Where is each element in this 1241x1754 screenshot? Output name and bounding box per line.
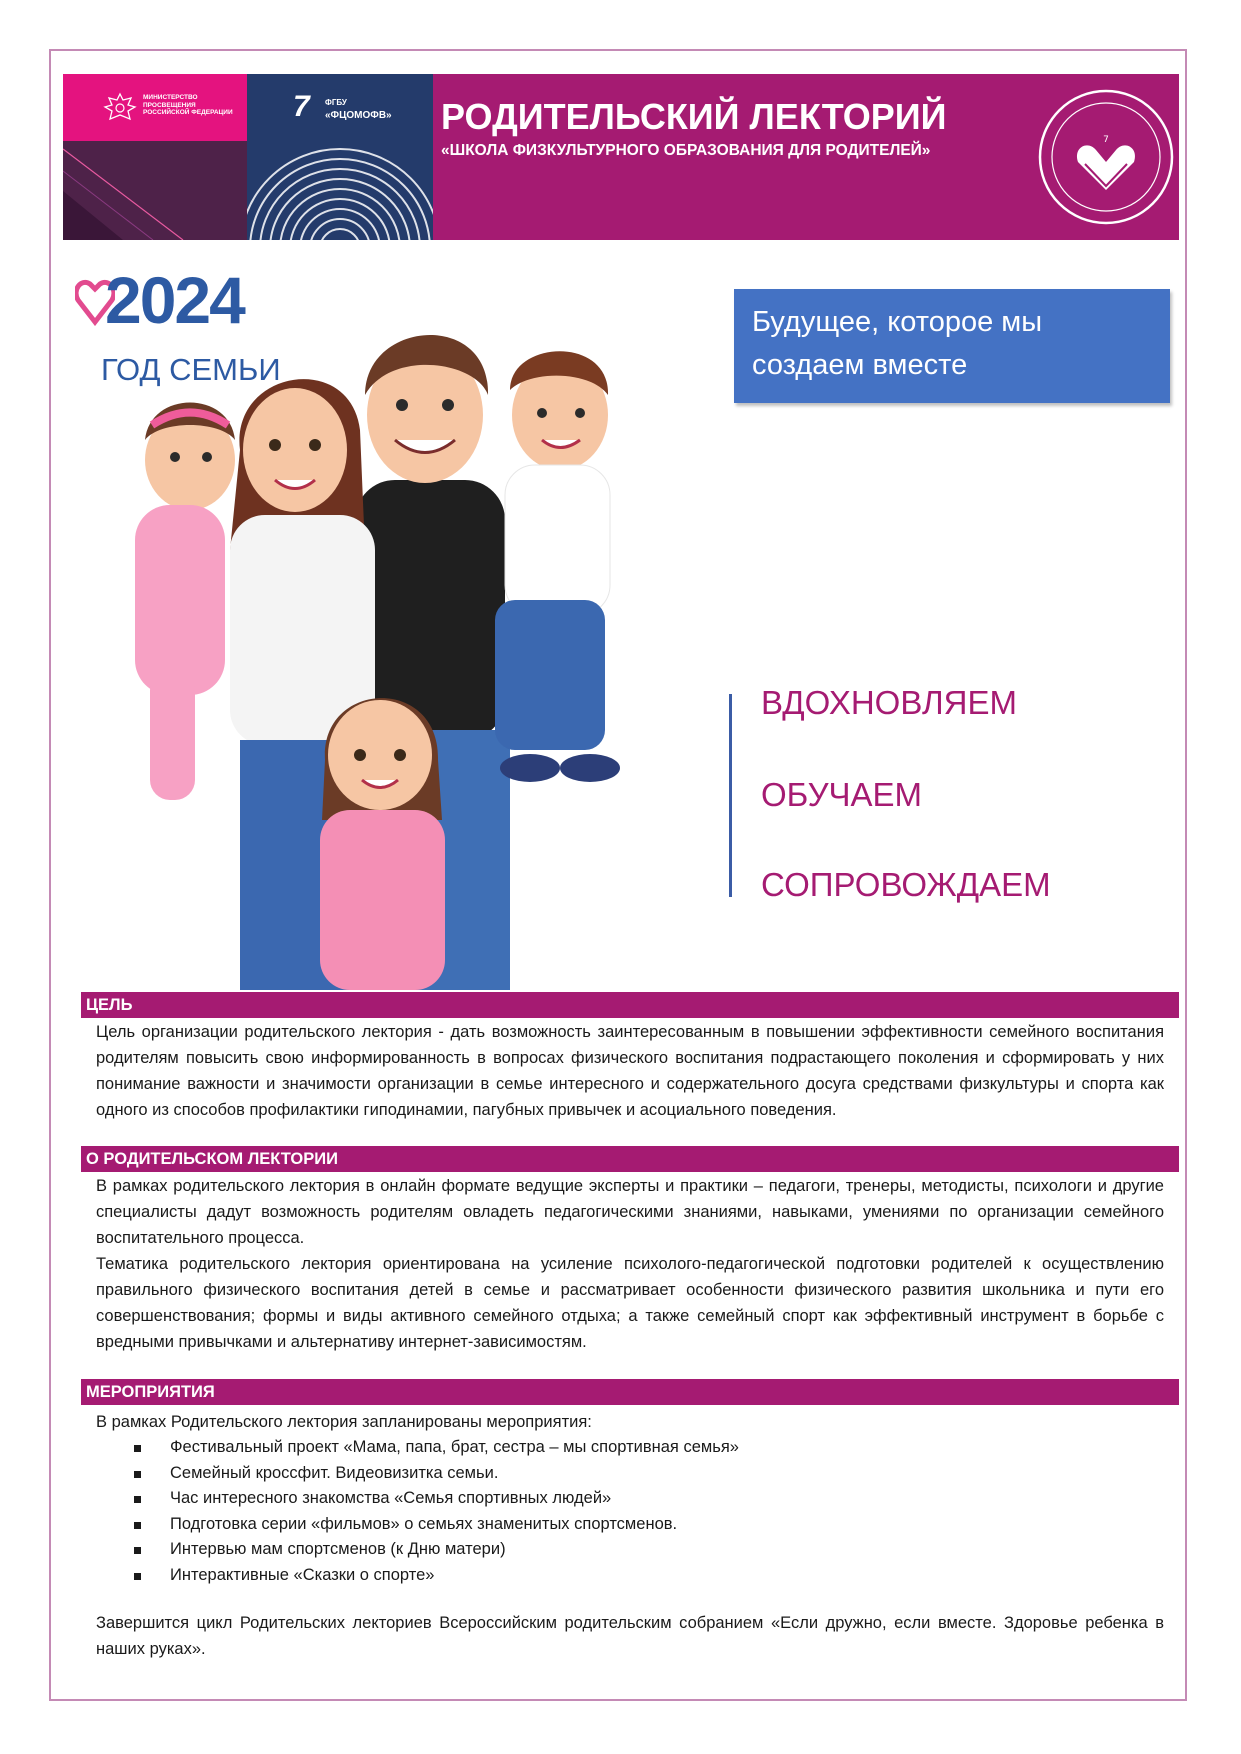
- ministry-block: [63, 74, 247, 240]
- goal-paragraph: Цель организации родительского лектория - дать возможность заинтересованным в повышении эффективности семейного воспитания родителям повысить свою информированность в вопросах физического воспитания подрастающего поколения и сформировать у них понимание важности и значимости организации в семье интересного и содержательного досуга средствами физкультуры и спорта как одного из способов профилактики гиподинамии, пагубных привычек и асоциального поведения.: [96, 1023, 1164, 1119]
- girl-figure: [320, 698, 445, 990]
- events-intro: В рамках Родительского лектория запланированы мероприятия:: [96, 1413, 592, 1431]
- closing-paragraph: Завершится цикл Родительских лекториев Всероссийским родительским собранием «Если дружно, если вместе. Здоровье ребенка в наших руках».: [96, 1614, 1164, 1658]
- lectorium-badge-icon: [1033, 82, 1179, 232]
- about-paragraph-1: В рамках родительского лектория в онлайн формате ведущие эксперты и практики – педагоги, тренеры, методисты, психологи и другие специалисты дадут возможность родителям овладеть педагогическими знаниями, навыками, умениями по организации семейного воспитательного процесса.: [96, 1177, 1164, 1247]
- list-item: [134, 1486, 739, 1512]
- value-teach: ОБУЧАЕМ: [761, 776, 923, 813]
- ministry-name: МИНИСТЕРСТВО ПРОСВЕЩЕНИЯ РОССИЙСКОЙ ФЕДЕРАЦИИ: [143, 94, 233, 116]
- bullet-square-icon: [134, 1573, 141, 1580]
- list-item: [134, 1563, 739, 1589]
- year-label: ГОД СЕМЬИ: [101, 352, 281, 387]
- slogan-box: [734, 289, 1170, 403]
- bullet-square-icon: [134, 1445, 141, 1452]
- bullet-square-icon: [134, 1471, 141, 1478]
- page-title: РОДИТЕЛЬСКИЙ ЛЕКТОРИЙ: [441, 96, 947, 137]
- section-heading-events: МЕРОПРИЯТИЯ: [81, 1379, 1179, 1405]
- event-label: Интервью мам спортсменов (к Дню матери): [170, 1540, 506, 1558]
- baby-figure: [135, 403, 235, 801]
- org-name-label: «ФЦОМОФВ»: [325, 110, 392, 121]
- svg-text:7: 7: [1103, 135, 1109, 145]
- goal-text: [96, 1019, 1164, 1123]
- about-text: [96, 1173, 1164, 1355]
- value-support: СОПРОВОЖДАЕМ: [761, 866, 1051, 903]
- list-item: [134, 1512, 739, 1538]
- header-banner: [63, 74, 1179, 240]
- slogan-text: Будущее, которое мы создаем вместе: [752, 306, 1043, 381]
- list-item: [134, 1461, 739, 1487]
- fcomofv-block: [247, 74, 433, 240]
- event-label: Фестивальный проект «Мама, папа, брат, сестра – мы спортивная семья»: [170, 1438, 739, 1456]
- event-label: Подготовка серии «фильмов» о семьях знаменитых спортсменов.: [170, 1514, 678, 1533]
- list-item: [134, 1537, 739, 1563]
- event-label: Семейный кроссфит. Видеовизитка семьи.: [170, 1463, 499, 1482]
- events-list: [134, 1435, 739, 1588]
- event-label: Час интересного знакомства «Семья спортивных людей»: [170, 1489, 612, 1507]
- section-heading-about: О РОДИТЕЛЬСКОМ ЛЕКТОРИИ: [81, 1146, 1179, 1172]
- value-inspire: ВДОХНОВЛЯЕМ: [761, 684, 1017, 721]
- family-illustration: [90, 300, 800, 990]
- bullet-square-icon: [134, 1496, 141, 1503]
- year-number: 2024: [105, 263, 244, 337]
- page-subtitle: «ШКОЛА ФИЗКУЛЬТУРНОГО ОБРАЗОВАНИЯ ДЛЯ РОДИТЕЛЕЙ»: [441, 142, 931, 159]
- section-heading-goal: ЦЕЛЬ: [81, 992, 1179, 1018]
- org-small-label: ФГБУ: [325, 98, 347, 107]
- eagle-emblem-icon: [103, 92, 137, 124]
- about-paragraph-2: Тематика родительского лектория ориентирована на усиление психолого-педагогической подготовки родителей к осуществлению правильного физического воспитания детей в семье и рассматривает особенности физического развития школьника и пути его совершенствования; формы и виды активного семейного отдыха; а также семейный спорт как эффективный инструмент в борьбе с вредными привычками и альтернативу интернет-зависимостям.: [96, 1255, 1164, 1351]
- bullet-square-icon: [134, 1522, 141, 1529]
- values-divider: [729, 694, 732, 897]
- list-item: [134, 1435, 739, 1461]
- event-label: Интерактивные «Сказки о спорте»: [170, 1565, 435, 1584]
- boy-figure: [495, 351, 620, 782]
- fcomofv-mark-icon: 7: [293, 90, 310, 123]
- bullet-square-icon: [134, 1547, 141, 1554]
